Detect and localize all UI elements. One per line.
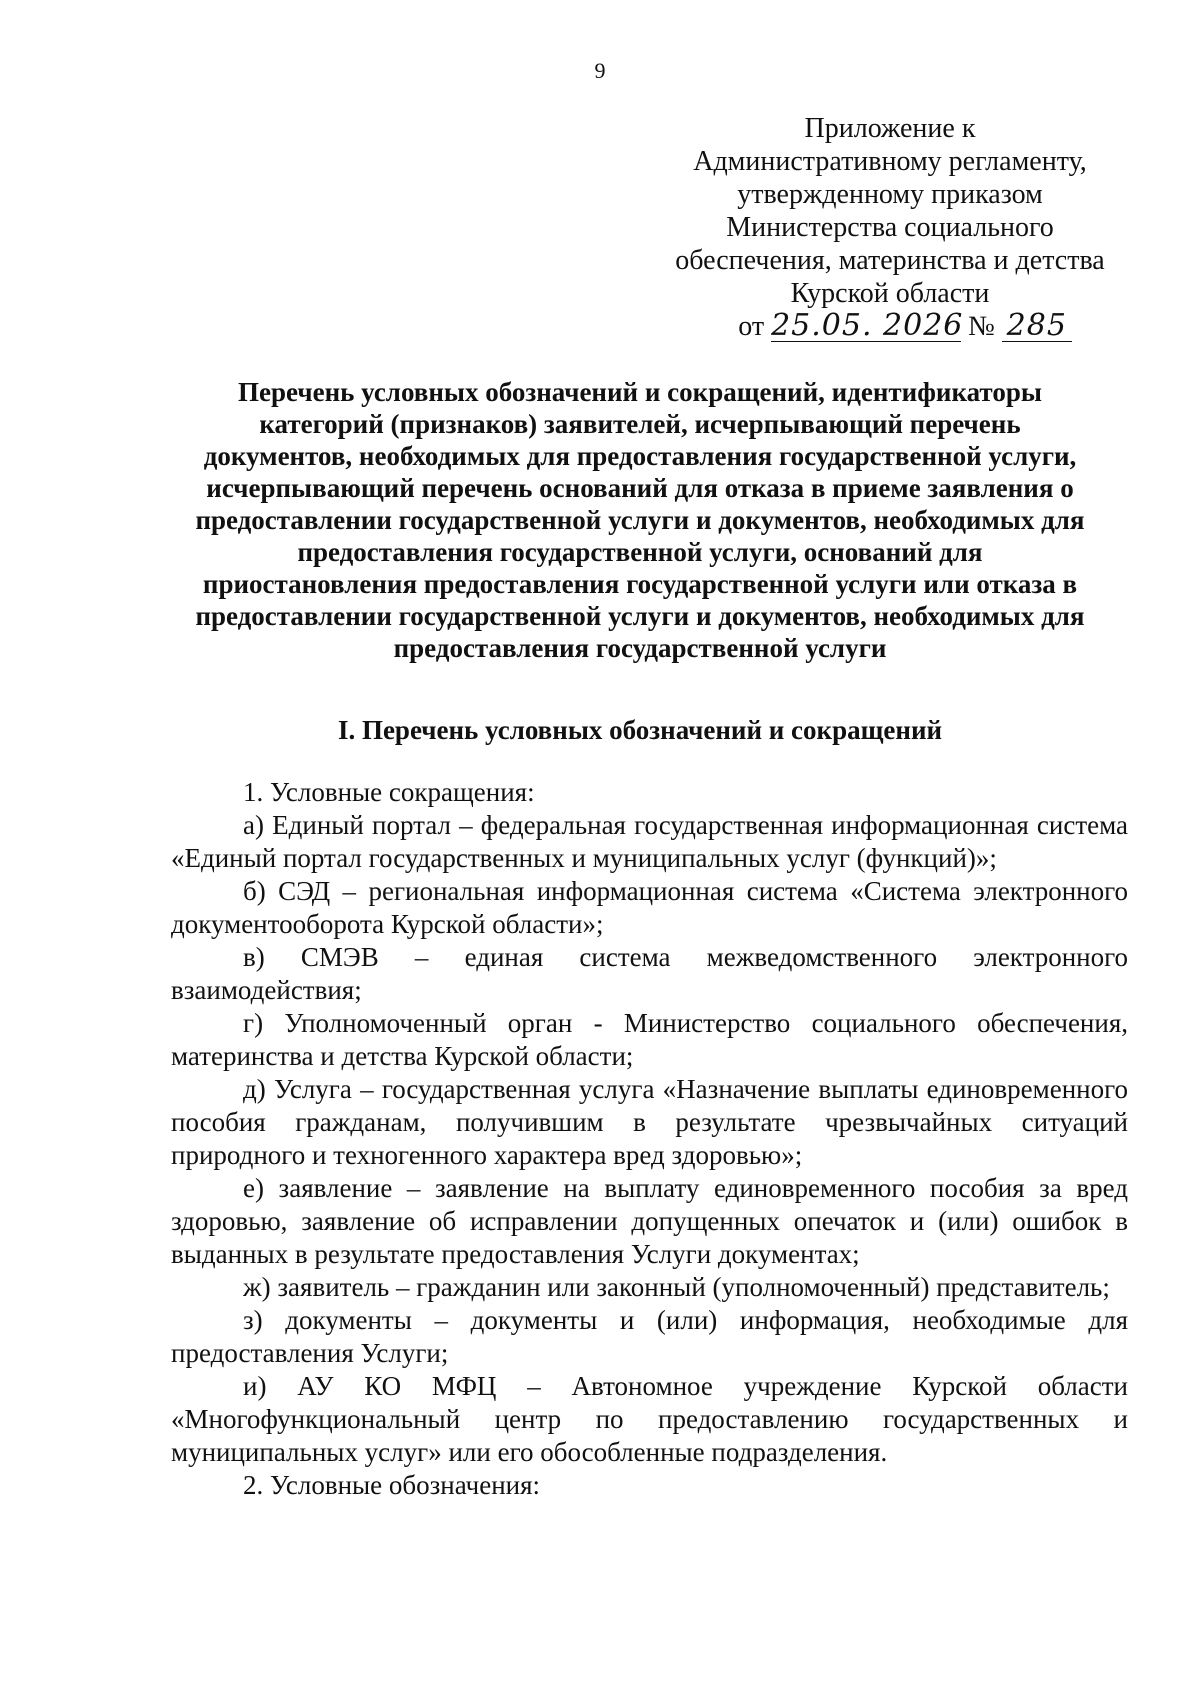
section-title: I. Перечень условных обозначений и сокращений: [337, 715, 943, 745]
paragraph: ж) заявитель – гражданин или законный (уполномоченный) представитель;: [243, 1272, 1110, 1302]
appendix-line: Министерства социального: [726, 212, 1054, 243]
paragraph: 2. Условные обозначения:: [243, 1470, 541, 1500]
document-title: [160, 376, 1120, 664]
appendix-block: [660, 112, 1120, 343]
appendix-line: утвержденному приказом: [737, 179, 1043, 210]
title-line: исчерпывающий перечень оснований для отказа в приеме заявления о: [206, 473, 1074, 503]
appendix-line: Административному регламенту,: [693, 146, 1087, 177]
title-line: предоставления государственной услуги, оснований для: [297, 537, 983, 567]
body-text: [171, 776, 1128, 1502]
title-line: документов, необходимых для предоставления государственной услуги,: [203, 441, 1077, 471]
title-line: предоставлении государственной услуги и документов, необходимых для: [195, 601, 1085, 631]
title-line: категорий (признаков) заявителей, исчерпывающий перечень: [259, 409, 1021, 439]
paragraph: и) АУ КО МФЦ – Автономное учреждение Курской области «Многофункциональный центр по предоставлению государственных и муниципальных услуг» или его обособленные подразделения.: [171, 1371, 1128, 1467]
appendix-line: обеспечения, материнства и детства: [675, 245, 1105, 276]
appendix-line: Курской области: [790, 278, 990, 309]
number-prefix: №: [968, 311, 995, 342]
paragraph: 1. Условные сокращения:: [243, 777, 535, 807]
paragraph: з) документы – документы и (или) информация, необходимые для предоставления Услуги;: [171, 1305, 1128, 1368]
title-line: Перечень условных обозначений и сокращений, идентификаторы: [238, 377, 1042, 407]
appendix-line: Приложение к: [804, 113, 976, 144]
date-number-line: [660, 310, 1120, 343]
paragraph: г) Уполномоченный орган - Министерство социального обеспечения, материнства и детства Курской области;: [171, 1008, 1128, 1071]
handwritten-number: 285: [1002, 311, 1072, 342]
handwritten-date: 25.05. 2026: [771, 308, 964, 343]
page-number: 9: [594, 58, 606, 83]
paragraph: а) Единый портал – федеральная государственная информационная система «Единый портал государственных и муниципальных услуг (функций)»;: [171, 810, 1128, 873]
title-line: предоставлении государственной услуги и документов, необходимых для: [195, 505, 1085, 535]
paragraph: д) Услуга – государственная услуга «Назначение выплаты единовременного пособия гражданам, получившим в результате чрезвычайных ситуаций природного и техногенного характера вред здоровью»;: [171, 1074, 1128, 1170]
title-line: предоставления государственной услуги: [393, 633, 887, 663]
title-line: приостановления предоставления государственной услуги или отказа в: [202, 569, 1078, 599]
date-prefix: от: [738, 311, 765, 342]
paragraph: е) заявление – заявление на выплату единовременного пособия за вред здоровью, заявление об исправлении допущенных опечаток и (или) ошибок в выданных в результате предоставления Услуги документах;: [171, 1173, 1128, 1269]
paragraph: в) СМЭВ – единая система межведомственного электронного взаимодействия;: [171, 942, 1128, 1005]
paragraph: б) СЭД – региональная информационная система «Система электронного документооборота Курской области»;: [171, 876, 1128, 939]
